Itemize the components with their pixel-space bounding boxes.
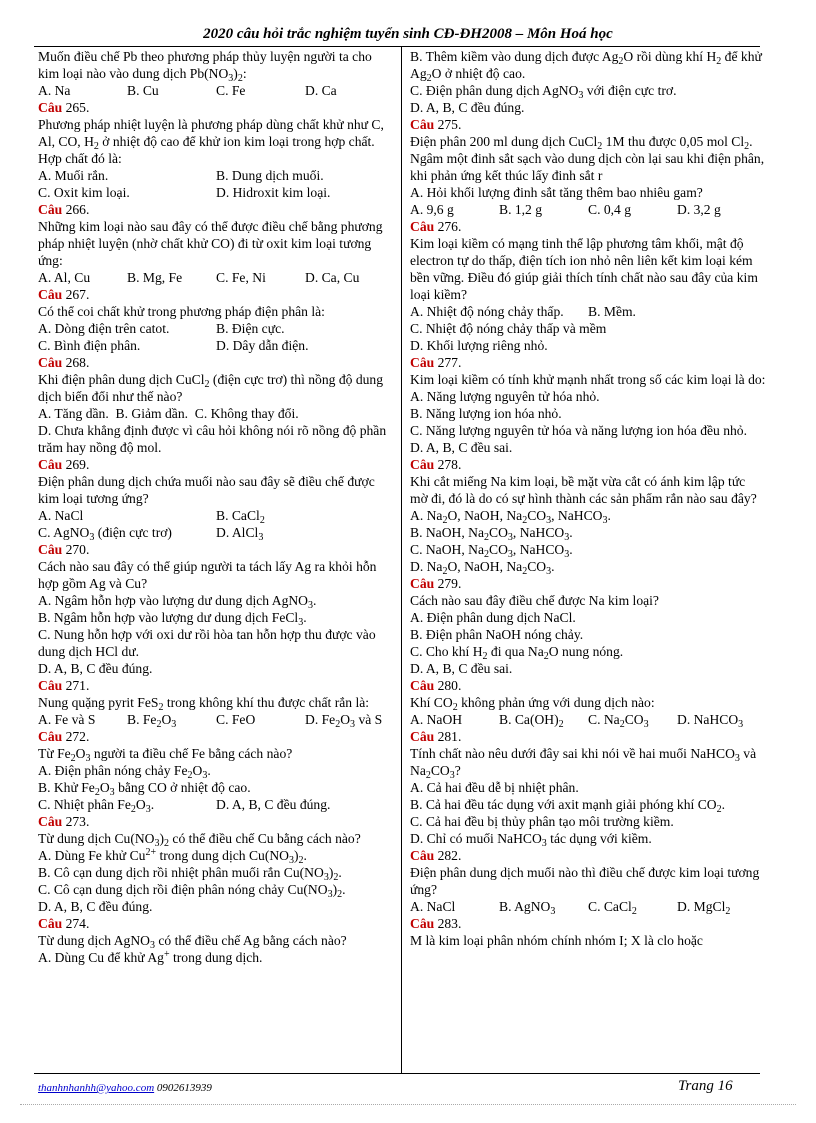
footer-email-link[interactable]: thanhnhanhh@yahoo.com — [38, 1082, 155, 1094]
answer-options — [410, 711, 766, 728]
cau-label: Câu — [38, 814, 63, 829]
footer-phone: 0902613939 — [156, 1082, 212, 1094]
answer-option: A. NaOH — [410, 712, 463, 727]
question-text: A. $Na_2O$, NaOH, $Na_2CO_3$, NaHCO$_3$. — [410, 508, 611, 526]
answer-option: A. Muối rắn. — [38, 168, 109, 183]
question-text: Khi cắt miếng Na kim loại, bề mặt vừa cắt có ánh kim lập tức mờ đi, đó là do có sự hình thành các sản phẩm rắn nào sau đây? — [410, 474, 757, 506]
cau-label: Câu — [410, 916, 435, 931]
question-number: Câu 266. — [38, 202, 90, 217]
question-text: Kim loại kiềm có tính khử mạnh nhất trong số các kim loại là do: — [410, 372, 766, 387]
question-text: C. Điện phân dung dịch AgNO$_3$ với điện cực trơ. — [410, 83, 677, 101]
question-number: Câu 270. — [38, 542, 90, 557]
cau-label: Câu — [38, 202, 63, 217]
question-text: D. $Na_2O$, NaOH, $Na_2CO_3$. — [410, 559, 555, 577]
cau-label: Câu — [410, 729, 435, 744]
left-column — [38, 48, 394, 966]
question-number: Câu 277. — [410, 355, 462, 370]
question-number: Câu 265. — [38, 100, 90, 115]
question-text: Cách nào sau đây điều chế được Na kim loại? — [410, 593, 659, 608]
question-text: Từ $Fe_2O_3$ người ta điều chế Fe bằng cách nào? — [38, 746, 293, 764]
answer-options — [38, 507, 394, 524]
cau-label: Câu — [410, 219, 435, 234]
answer-option: B. $Ca(OH)_2$ — [499, 712, 564, 730]
cau-label: Câu — [410, 117, 435, 132]
cau-label: Câu — [410, 355, 435, 370]
answer-option: C. AgNO$_3$ (điện cực trơ) — [38, 525, 172, 543]
cau-label: Câu — [410, 576, 435, 591]
answer-option: C. Fe — [216, 83, 246, 98]
answer-option: D. 3,2 g — [677, 202, 721, 217]
answer-option: B. Dung dịch muối. — [216, 168, 324, 183]
question-text: Điện phân dung dịch chứa muối nào sau đây sẽ điều chế được kim loại tương ứng? — [38, 474, 375, 506]
question-text: Khi điện phân dung dịch CuCl$_2$ (điện cực trơ) thì nồng độ dung dịch biến đổi như thế nào? — [38, 372, 384, 404]
answer-option: B. Điện cực. — [216, 321, 285, 336]
question-text: Có thể coi chất khử trong phương pháp điện phân là: — [38, 304, 325, 319]
question-text: Khí $CO_2$ không phản ứng với dung dịch nào: — [410, 695, 655, 713]
answer-options — [410, 303, 766, 320]
cau-label: Câu — [38, 287, 63, 302]
cau-label: Câu — [38, 729, 63, 744]
question-text: D. Chỉ có muối NaHCO$_3$ tác dụng với kiềm. — [410, 831, 652, 849]
question-text: A. Dùng Fe khử $Cu^{2+}$ trong dung dịch $Cu(NO_3)_2$. — [38, 847, 307, 866]
question-text: A. Năng lượng nguyên tử hóa nhỏ. — [410, 389, 600, 404]
page-header: 2020 câu hỏi trắc nghiệm tuyển sinh CĐ-ĐH2008 – Môn Hoá học — [203, 26, 613, 42]
answer-option: C. FeO — [216, 712, 256, 727]
question-text: Tính chất nào nêu dưới đây sai khi nói về hai muối NaHCO$_3$ và $Na_2CO_3$? — [410, 746, 757, 781]
question-text: A. Điện phân dung dịch NaCl. — [410, 610, 576, 625]
cau-label: Câu — [38, 678, 63, 693]
cau-label: Câu — [410, 457, 435, 472]
cau-label: Câu — [410, 678, 435, 693]
question-number: Câu 274. — [38, 916, 90, 931]
question-text: Từ dung dịch AgNO$_3$ có thể điều chế Ag bằng cách nào? — [38, 933, 347, 951]
header-rule — [34, 46, 760, 47]
question-text: M là kim loại phân nhóm chính nhóm I; X là clo hoặc — [410, 933, 703, 948]
question-number: Câu 283. — [410, 916, 462, 931]
question-number: Câu 268. — [38, 355, 90, 370]
question-text: Phương pháp nhiệt luyện là phương pháp dùng chất khử như C, Al, CO, $H_2$ ở nhiệt độ cao để khử ion kim loại trong hợp chất. Hợp chất đó là: — [38, 117, 384, 166]
question-number: Câu 269. — [38, 457, 90, 472]
question-text: C. Năng lượng nguyên tử hóa và năng lượng ion hóa đều nhỏ. — [410, 423, 748, 438]
answer-option: D. A, B, C đều đúng. — [216, 797, 331, 812]
question-text: D. A, B, C đều đúng. — [410, 100, 525, 115]
question-text: B. Thêm kiềm vào dung dịch được $Ag_2O$ rồi dùng khí $H_2$ để khử $Ag_2O$ ở nhiệt độ cao. — [410, 49, 762, 84]
question-text: D. A, B, C đều đúng. — [38, 899, 153, 914]
answer-option: B. CaCl$_2$ — [216, 508, 265, 526]
answer-options — [38, 167, 394, 184]
answer-option: C. 0,4 g — [588, 202, 632, 217]
question-text: Kim loại kiềm có mạng tinh thể lập phương tâm khối, mật độ electron tự do thấp, điện tích ion nhỏ nên liên kết kim loại kém bền vững. Điều đó giúp giải thích tính chất nào sau đây của kim loại kiềm? — [410, 236, 758, 302]
question-text: D. A, B, C đều sai. — [410, 440, 513, 455]
question-text: A. Ngâm hỗn hợp vào lượng dư dung dịch AgNO$_3$. — [38, 593, 317, 611]
cau-label: Câu — [38, 355, 63, 370]
answer-option: B. AgNO$_3$ — [499, 899, 556, 917]
page-number: Trang 16 — [678, 1078, 733, 1094]
answer-options — [38, 82, 394, 99]
answer-options — [38, 184, 394, 201]
question-text: A. Điện phân nóng chảy $Fe_2O_3$. — [38, 763, 211, 781]
answer-option: C. Nhiệt phân $Fe_2O_3$. — [38, 797, 155, 815]
answer-option: C. Fe, Ni — [216, 270, 266, 285]
question-number: Câu 271. — [38, 678, 90, 693]
question-number: Câu 281. — [410, 729, 462, 744]
question-text: C. Nung hỗn hợp với oxi dư rồi hòa tan hỗn hợp thu được vào dung dịch HCl dư. — [38, 627, 376, 659]
question-text: D. A, B, C đều sai. — [410, 661, 513, 676]
answer-option: B. 1,2 g — [499, 202, 543, 217]
question-text: B. NaOH, $Na_2CO_3$, NaHCO$_3$. — [410, 525, 573, 543]
question-text: Nung quặng pyrit FeS$_2$ trong không khí thu được chất rắn là: — [38, 695, 370, 713]
question-text: C. Cho khí $H_2$ đi qua $Na_2O$ nung nóng. — [410, 644, 624, 662]
answer-option: C. CaCl$_2$ — [588, 899, 637, 917]
answer-option: A. NaCl — [38, 508, 84, 523]
answer-option: A. NaCl — [410, 899, 456, 914]
answer-option: C. Oxit kim loại. — [38, 185, 130, 200]
answer-option: B. Cu — [127, 83, 159, 98]
question-text: Những kim loại nào sau đây có thể được điều chế bằng phương pháp nhiệt luyện (nhờ chất khử CO) đi từ oxit kim loại tương ứng: — [38, 219, 383, 268]
answer-option: A. Na — [38, 83, 71, 98]
question-text: C. Nhiệt độ nóng chảy thấp và mềm — [410, 321, 607, 336]
answer-option: A. Fe và S — [38, 712, 96, 727]
answer-option: D. Ca — [305, 83, 337, 98]
question-number: Câu 273. — [38, 814, 90, 829]
page-bottom-edge — [20, 1104, 796, 1105]
question-text: B. Điện phân NaOH nóng chảy. — [410, 627, 584, 642]
footer-rule — [34, 1073, 760, 1074]
question-text: Từ dung dịch $Cu(NO_3)_2$ có thể điều chế Cu bằng cách nào? — [38, 831, 361, 849]
answer-option: D. $Fe_2O_3$ và S — [305, 712, 383, 730]
answer-options — [38, 337, 394, 354]
question-text: Cách nào sau đây có thể giúp người ta tách lấy Ag ra khỏi hỗn hợp gồm Ag và Cu? — [38, 559, 377, 591]
answer-option: D. Hidroxit kim loại. — [216, 185, 331, 200]
answer-option: A. Dòng điện trên catot. — [38, 321, 170, 336]
answer-option: D. MgCl$_2$ — [677, 899, 731, 917]
question-number: Câu 272. — [38, 729, 90, 744]
question-text: C. NaOH, $Na_2CO_3$, NaHCO$_3$. — [410, 542, 573, 560]
question-number: Câu 280. — [410, 678, 462, 693]
answer-option: B. $Fe_2O_3$ — [127, 712, 177, 730]
answer-options — [38, 711, 394, 728]
cau-label: Câu — [38, 542, 63, 557]
answer-option: D. AlCl$_3$ — [216, 525, 264, 543]
answer-option: D. Ca, Cu — [305, 270, 360, 285]
right-column — [410, 48, 766, 949]
question-text: A. Hỏi khối lượng đinh sắt tăng thêm bao nhiêu gam? — [410, 185, 703, 200]
question-number: Câu 276. — [410, 219, 462, 234]
question-text: D. A, B, C đều đúng. — [38, 661, 153, 676]
question-text: C. Cả hai đều bị thủy phân tạo môi trường kiềm. — [410, 814, 674, 829]
question-text: Điện phân 200 ml dung dịch CuCl$_2$ 1M thu được 0,05 mol $Cl_2$. Ngâm một đinh sắt sạch vào dung dịch còn lại sau khi điện phân, khi phản ứng kết thúc lấy đinh sắt r — [410, 134, 765, 183]
cau-label: Câu — [38, 457, 63, 472]
answer-options — [410, 201, 766, 218]
answer-option: B. Mg, Fe — [127, 270, 183, 285]
question-number: Câu 278. — [410, 457, 462, 472]
question-number: Câu 275. — [410, 117, 462, 132]
question-text: A. Tăng dần. B. Giảm dần. C. Không thay đổi. — [38, 406, 299, 421]
question-text: D. Khối lượng riêng nhỏ. — [410, 338, 548, 353]
question-text: B. Khử $Fe_2O_3$ bằng CO ở nhiệt độ cao. — [38, 780, 251, 798]
question-number: Câu 267. — [38, 287, 90, 302]
question-text: Muốn điều chế Pb theo phương pháp thủy luyện người ta cho kim loại nào vào dung dịch $Pb(NO_3)_2$: — [38, 49, 372, 84]
question-text: A. Cả hai đều dễ bị nhiệt phân. — [410, 780, 579, 795]
answer-options — [38, 796, 394, 813]
answer-option: D. Dây dẫn điện. — [216, 338, 309, 353]
cau-label: Câu — [38, 100, 63, 115]
question-text: B. Cô cạn dung dịch rồi nhiệt phân muối rắn $Cu(NO_3)_2$. — [38, 865, 342, 883]
answer-options — [38, 524, 394, 541]
question-text: B. Năng lượng ion hóa nhỏ. — [410, 406, 562, 421]
answer-option: A. 9,6 g — [410, 202, 454, 217]
question-number: Câu 279. — [410, 576, 462, 591]
answer-option: D. NaHCO$_3$ — [677, 712, 744, 730]
answer-option: B. Mềm. — [588, 304, 636, 319]
answer-option: C. $Na_2CO_3$ — [588, 712, 649, 730]
cau-label: Câu — [38, 916, 63, 931]
column-divider — [401, 46, 402, 1073]
question-text: C. Cô cạn dung dịch rồi điện phân nóng chảy $Cu(NO_3)_2$. — [38, 882, 346, 900]
footer-contact — [38, 1082, 212, 1094]
question-text: B. Cả hai đều tác dụng với axit mạnh giải phóng khí $CO_2$. — [410, 797, 725, 815]
cau-label: Câu — [410, 848, 435, 863]
question-text: A. Dùng Cu để khử Ag+ trong dung dịch. — [38, 949, 263, 965]
answer-options — [38, 320, 394, 337]
answer-options — [38, 269, 394, 286]
answer-option: A. Nhiệt độ nóng chảy thấp. — [410, 304, 564, 319]
question-number: Câu 282. — [410, 848, 462, 863]
answer-option: A. Al, Cu — [38, 270, 91, 285]
question-text: B. Ngâm hỗn hợp vào lượng dư dung dịch FeCl$_3$. — [38, 610, 307, 628]
answer-option: C. Bình điện phân. — [38, 338, 141, 353]
question-text: Điện phân dung dịch muối nào thì điều chế được kim loại tương ứng? — [410, 865, 760, 897]
answer-options — [410, 898, 766, 915]
question-text: D. Chưa khẳng định được vì câu hỏi không nói rõ nồng độ phần trăm hay nồng độ mol. — [38, 423, 387, 455]
